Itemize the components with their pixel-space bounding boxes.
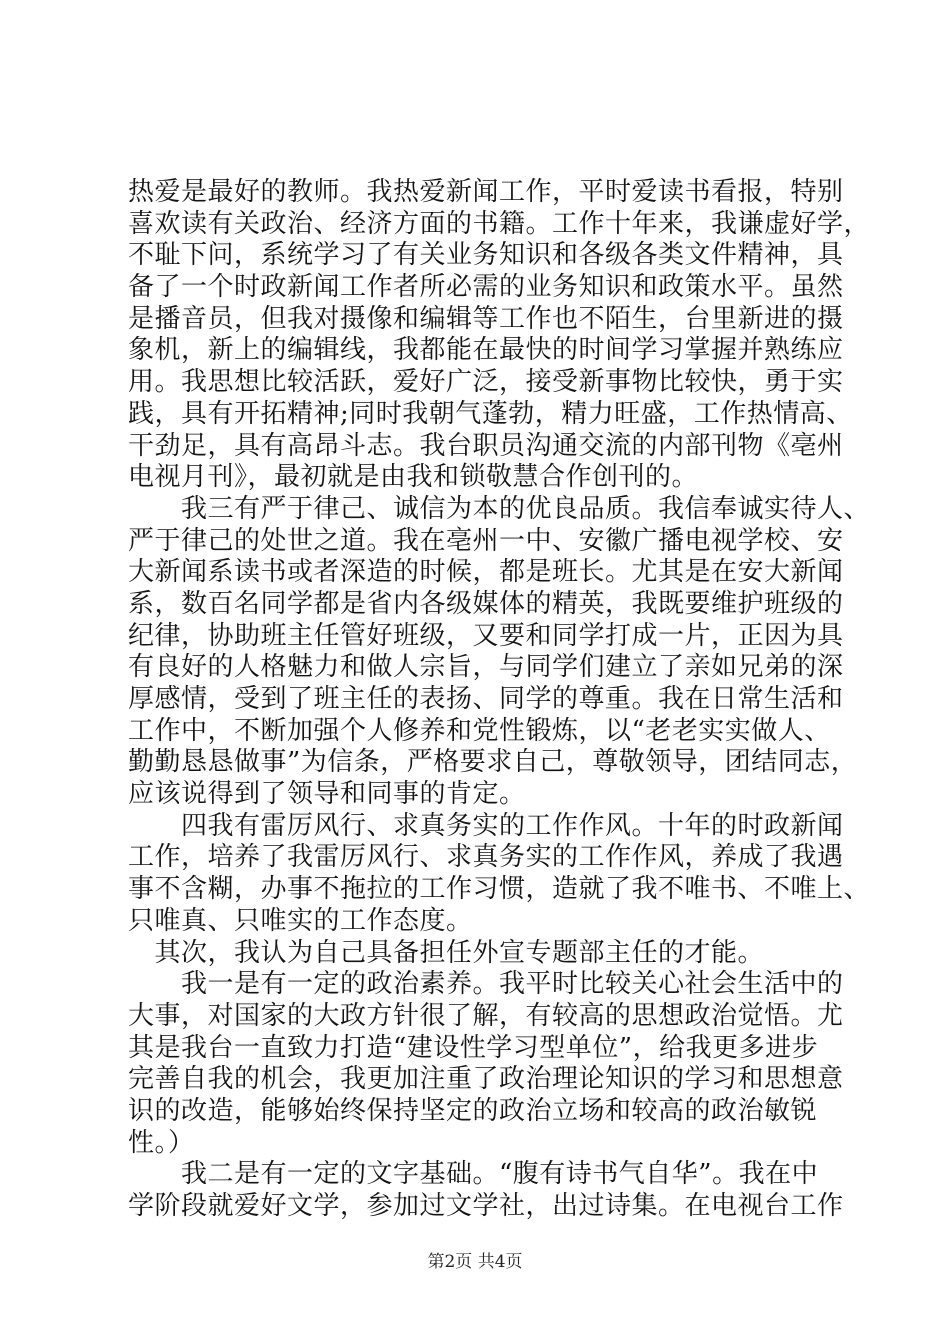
text-line: 喜欢读有关政治、经济方面的书籍。工作十年来，我谦虚好学， (128, 208, 871, 239)
text-line: 大新闻系读书或者深造的时候，都是班长。尤其是在安大新闻 (128, 557, 844, 588)
page-footer: 第2页 共4页 (427, 1252, 523, 1272)
text-line: 其次，我认为自己具备担任外宣专题部主任的才能。 (128, 937, 765, 968)
text-line: 纪律，协助班主任管好班级，又要和同学打成一片，正因为具 (128, 620, 844, 651)
text-line: 我三有严于律己、诚信为本的优良品质。我信奉诚实待人、 (128, 493, 871, 524)
text-line: 只唯真、只唯实的工作态度。 (128, 905, 473, 936)
text-line: 厚感情，受到了班主任的表扬、同学的尊重。我在日常生活和 (128, 684, 844, 714)
text-line: 用。我思想比较活跃，爱好广泛，接受新事物比较快，勇于实 (128, 367, 844, 398)
text-line: 有良好的人格魅力和做人宗旨，与同学们建立了亲如兄弟的深 (128, 652, 844, 683)
text-line: 事不含糊，办事不拖拉的工作习惯，造就了我不唯书、不唯上、 (128, 874, 871, 905)
text-line: 系，数百名同学都是省内各级媒体的精英，我既要维护班级的 (128, 588, 844, 619)
text-line: 学阶段就爱好文学，参加过文学社，出过诗集。在电视台工作 (128, 1191, 844, 1221)
text-line: 我一是有一定的政治素养。我平时比较关心社会生活中的 (128, 969, 844, 1000)
text-line: 不耻下问，系统学习了有关业务知识和各级各类文件精神，具 (128, 240, 844, 271)
text-line: 勤勤恳恳做事”为信条，严格要求自己，尊敬领导，团结同志， (128, 747, 858, 778)
text-line: 工作，培养了我雷厉风行、求真务实的工作作风，养成了我遇 (128, 842, 844, 873)
text-line: 识的改造，能够始终保持坚定的政治立场和较高的政治敏锐 (128, 1095, 818, 1126)
text-line: 性。） (128, 1127, 195, 1158)
text-line: 严于律己的处世之道。我在亳州一中、安徽广播电视学校、安 (128, 525, 844, 556)
text-line: 工作中，不断加强个人修养和党性锻炼，以“老老实实做人、 (128, 715, 831, 746)
text-line: 大事，对国家的大政方针很了解，有较高的思想政治觉悟。尤 (128, 1000, 844, 1031)
text-line: 备了一个时政新闻工作者所必需的业务知识和政策水平。虽然 (128, 272, 844, 303)
text-line: 电视月刊》，最初就是由我和锁敬慧合作创刊的。 (128, 462, 699, 493)
text-line: 热爱是最好的教师。我热爱新闻工作，平时爱读书看报，特别 (128, 177, 844, 207)
text-line: 我二是有一定的文字基础。“腹有诗书气自华”。我在中 (128, 1159, 819, 1190)
body-text (128, 177, 871, 1223)
text-line: 其是我台一直致力打造“建设性学习型单位”，给我更多进步 (128, 1032, 819, 1063)
text-line: 四我有雷厉风行、求真务实的工作作风。十年的时政新闻 (128, 810, 844, 841)
text-line: 完善自我的机会，我更加注重了政治理论知识的学习和思想意 (128, 1064, 844, 1095)
text-line: 应该说得到了领导和同事的肯定。 (128, 779, 526, 810)
text-line: 象机，新上的编辑线，我都能在最快的时间学习掌握并熟练应 (128, 335, 844, 366)
text-line: 是播音员，但我对摄像和编辑等工作也不陌生，台里新进的摄 (128, 303, 844, 334)
text-line: 干劲足，具有高昂斗志。我台职员沟通交流的内部刊物《亳州 (128, 430, 844, 461)
text-line: 践，具有开拓精神;同时我朝气蓬勃，精力旺盛，工作热情高、 (128, 398, 853, 429)
